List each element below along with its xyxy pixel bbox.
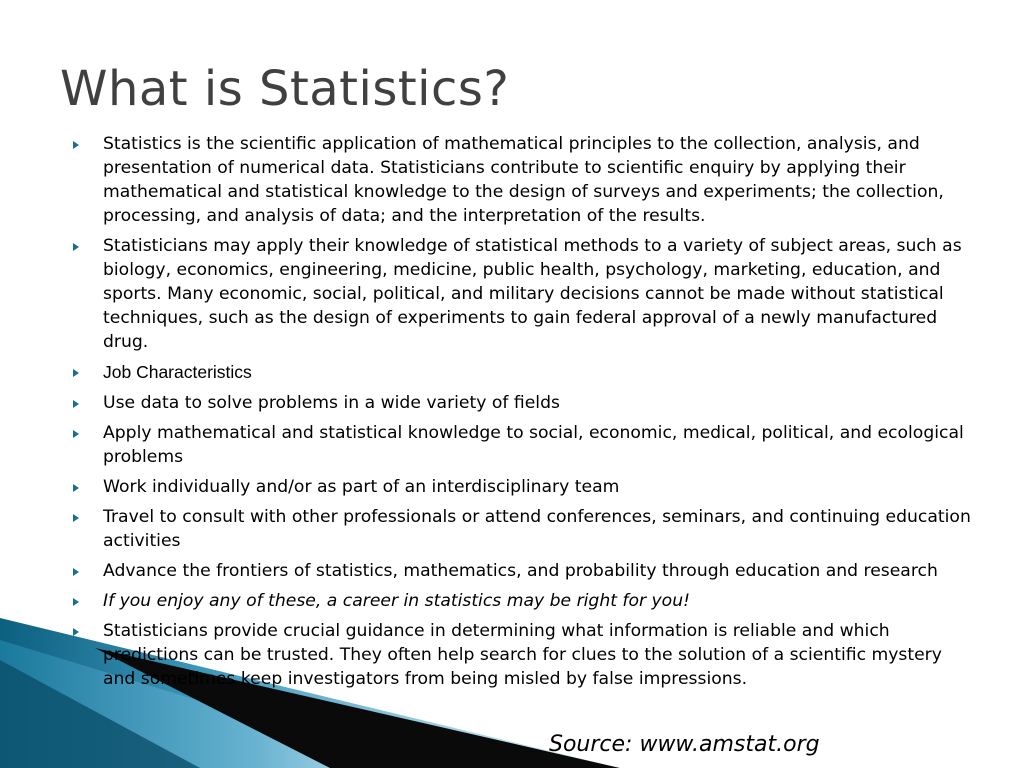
bullet-text: If you enjoy any of these, a career in statistics may be right for you! [103,591,690,611]
bullet-text: Work individually and/or as part of an interdisciplinary team [103,477,620,497]
slide-title: What is Statistics? [60,61,510,117]
bullet-text: Travel to consult with other professionals or attend conferences, seminars, and continuing education activities [103,507,971,551]
bullet-arrow-icon [73,484,79,492]
bullet-item [73,589,973,613]
bullet-arrow-icon [73,400,79,408]
bullet-text: Advance the frontiers of statistics, mathematics, and probability through education and research [103,561,938,581]
bullet-item [73,132,973,228]
bullet-arrow-icon [73,369,79,377]
bullet-arrow-icon [73,514,79,522]
bullet-item [73,505,973,553]
source-citation: Source: www.amstat.org [549,732,820,757]
bullet-arrow-icon [73,568,79,576]
bullet-list [73,132,973,697]
bullet-arrow-icon [73,598,79,606]
bullet-text: Use data to solve problems in a wide variety of fields [103,393,560,413]
bullet-item [73,391,973,415]
bullet-item [73,619,973,691]
bullet-arrow-icon [73,141,79,149]
bullet-text: Job Characteristics [103,362,252,382]
bullet-item [73,360,973,385]
bullet-arrow-icon [73,628,79,636]
bullet-text: Statisticians may apply their knowledge of statistical methods to a variety of subject areas, such as biology, economics, engineering, medicine, public health, psychology, marketing, education, and sports. Many economic, social, political, and military decisions cannot be made without statistical techniques, such as the design of experiments to gain federal approval of a newly manufactured drug. [103,236,962,352]
bullet-text: Statistics is the scientific application of mathematical principles to the collection, analysis, and presentation of numerical data. Statisticians contribute to scientific enquiry by applying their mathematical and statistical knowledge to the design of surveys and experiments; the collection, processing, and analysis of data; and the interpretation of the results. [103,134,944,226]
bullet-text: Apply mathematical and statistical knowledge to social, economic, medical, political, and ecological problems [103,423,964,467]
bullet-arrow-icon [73,430,79,438]
bullet-item [73,234,973,354]
bullet-text: Statisticians provide crucial guidance in determining what information is reliable and which predictions can be trusted. They often help search for clues to the solution of a scientific mystery and sometimes keep investigators from being misled by false impressions. [103,621,942,689]
bullet-item [73,559,973,583]
bullet-item [73,421,973,469]
bullet-item [73,475,973,499]
bullet-arrow-icon [73,243,79,251]
